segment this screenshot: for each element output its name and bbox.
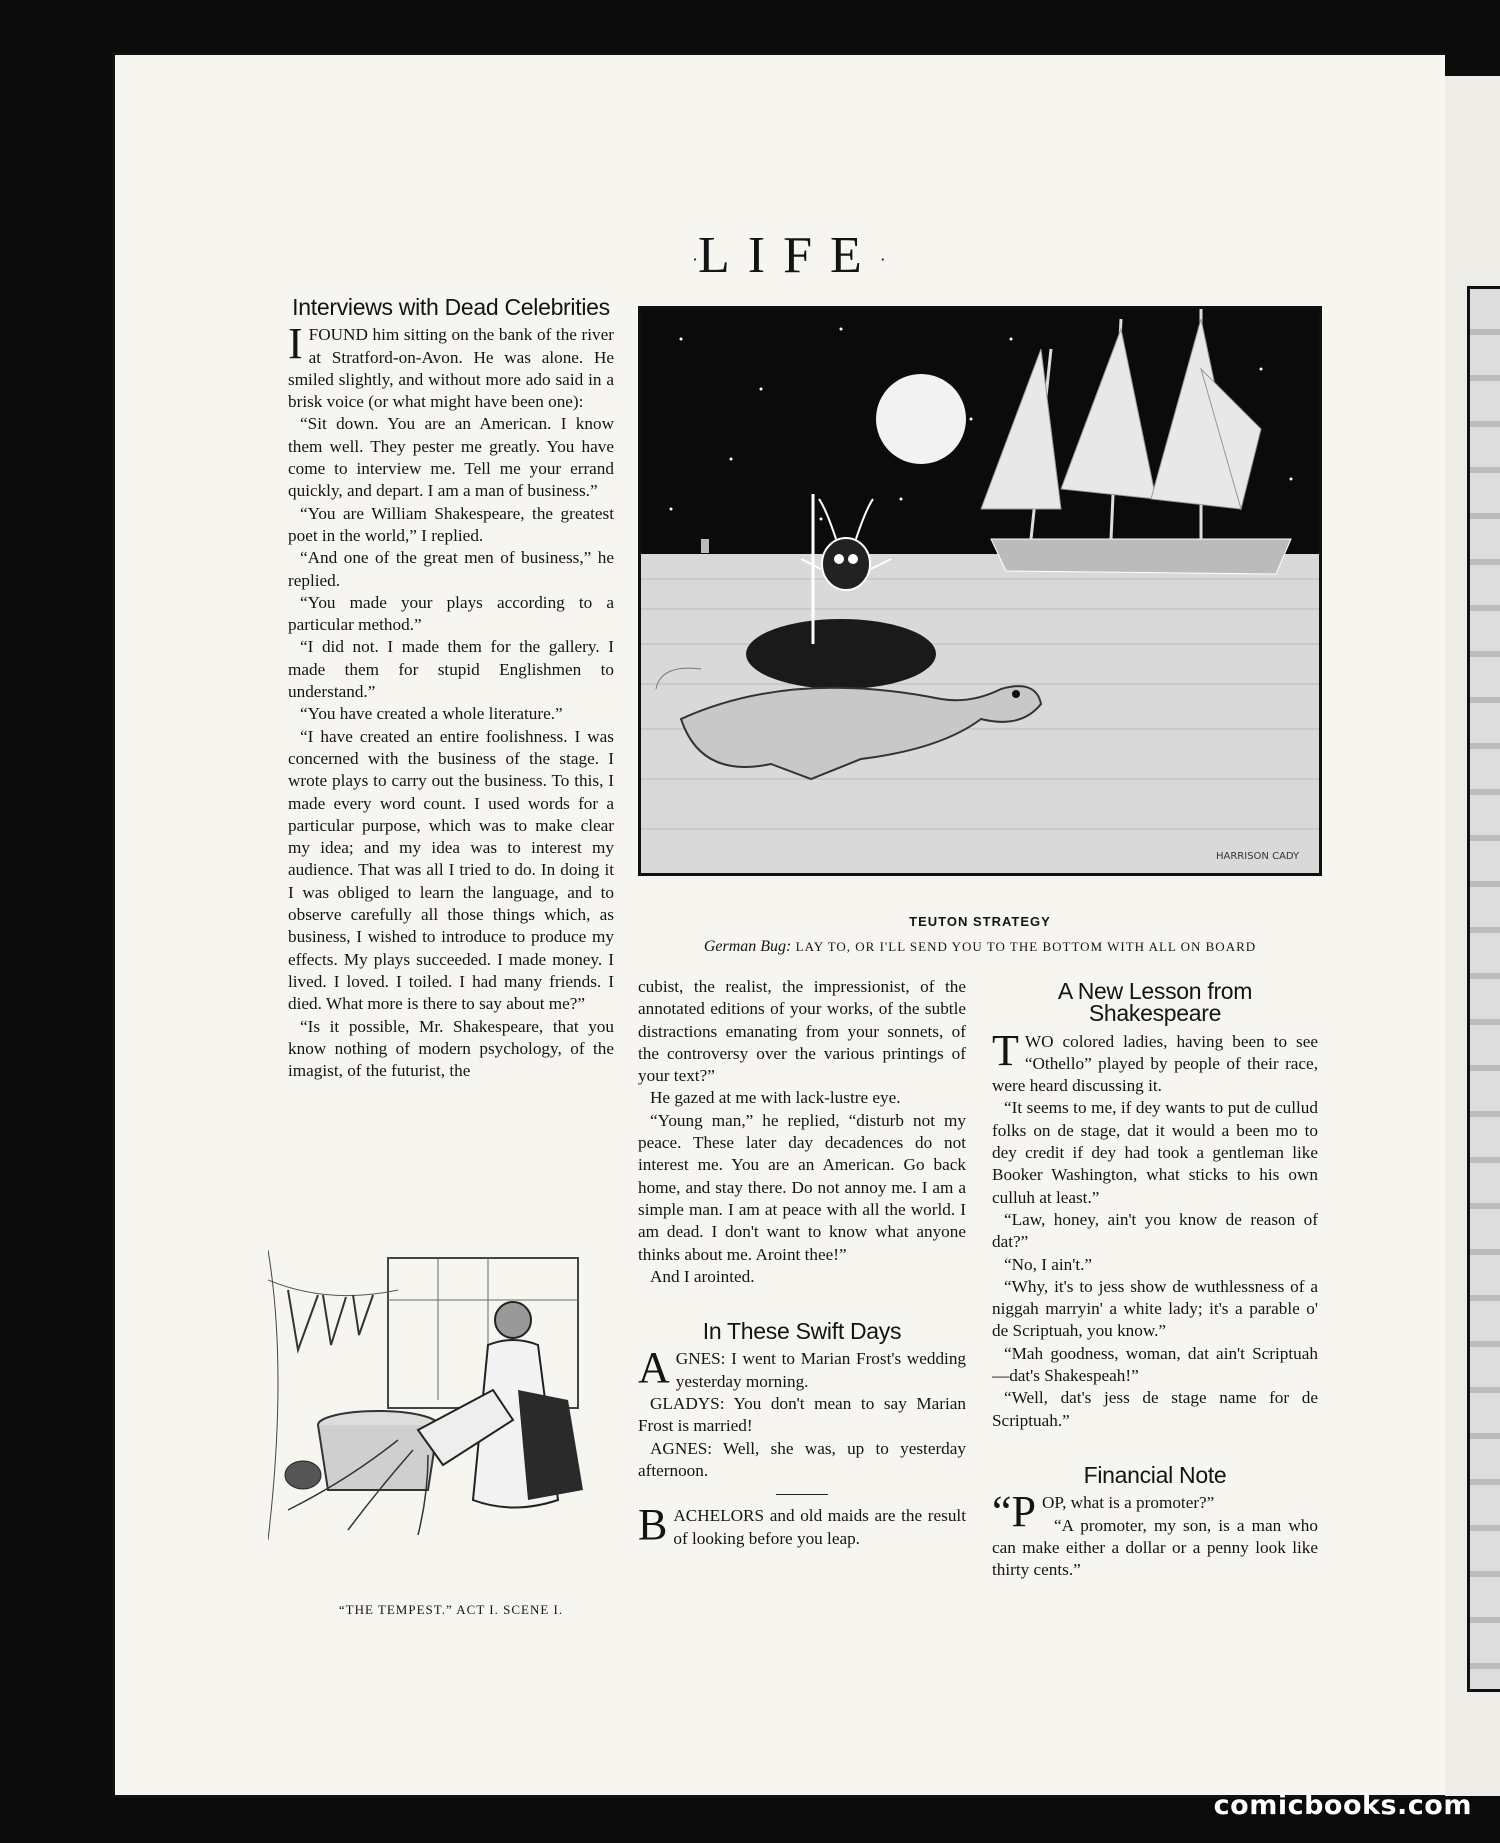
lesson-paragraph: “No, I ain't.”	[1004, 1254, 1093, 1274]
lesson-paragraph: “Well, dat's jess de stage name for de Scriptuah.”	[992, 1388, 1318, 1430]
masthead: ·LIFE·	[692, 227, 886, 284]
lesson-column	[992, 980, 1318, 1581]
lesson-paragraph: “It seems to me, if dey wants to put de cullud folks on de stage, dat it would a been mo to dey credit if dey had took a gentleman like Booker Washington, what sticks to his own culluh at least.”	[992, 1098, 1318, 1207]
cartoon-title: TEUTON STRATEGY	[909, 914, 1051, 929]
teuton-strategy-cartoon	[638, 306, 1322, 876]
cartoon-signature: HARRISON CADY	[1216, 851, 1300, 862]
lesson-paragraph: “Why, it's to jess show de wuthlessness of a niggah marryin' a white lady; it's a parable o' de Scriptuah, you know.”	[992, 1276, 1318, 1341]
financial-paragraph: “A promoter, my son, is a man who can make either a dollar or a penny look like thirty cents.”	[992, 1515, 1318, 1580]
interviews-paragraph: “You are William Shakespeare, the greatest poet in the world,” I replied.	[288, 503, 614, 545]
interviews-paragraph: “I have created an entire foolishness. I was concerned with the business of the stage. I wrote plays to carry out the business. To this, I made every word count. I used words for a particular purpose, which was to make clear my idea; and my idea was to interest my audience. That was all I tried to do. In doing it I was obliged to learn the language, and to observe carefully all those things which, as business, I wished to introduce to produce my effects. My plays succeeded. I made money. I lived. I loved. I toiled. I had many friends. I died. What more is there to say about me?”	[288, 726, 614, 1014]
interviews-paragraph: “Is it possible, Mr. Shakespeare, that you know nothing of modern psychology, of the imagist, of the futurist, the	[288, 1016, 614, 1081]
tempest-caption: “THE TEMPEST.” ACT I. SCENE I.	[338, 1602, 564, 1617]
cartoon-speaker: German Bug:	[703, 938, 792, 955]
interviews-paragraph: “And one of the great men of business,” he replied.	[288, 548, 614, 590]
financial-heading: Financial Note	[1083, 1461, 1227, 1488]
interviews-paragraph: “You have created a whole literature.”	[300, 704, 563, 724]
swift-heading: In These Swift Days	[702, 1318, 902, 1345]
lesson-paragraph: “Mah goodness, woman, dat ain't Scriptuah—dat's Shakespeah!”	[992, 1343, 1318, 1386]
watermark: comicbooks.com	[1213, 1790, 1472, 1821]
swift-line: AGNES: I went to Marian Frost's wedding yesterday morning.	[638, 1343, 967, 1393]
lesson-paragraph: TWO colored ladies, having been to see “Othello” played by people of their race, were heard discussing it.	[992, 1025, 1318, 1096]
continued-column	[638, 976, 966, 1550]
bachelors-paragraph: BACHELORS and old maids are the result of looking before you leap.	[638, 1500, 966, 1550]
lesson-heading: A New Lesson from Shakespeare	[1057, 978, 1253, 1027]
interviews-continued-paragraph: And I arointed.	[650, 1266, 755, 1286]
interviews-paragraph: “Sit down. You are an American. I know them well. They pester me greatly. You have come to interview me. Tell me your errand quickly, and depart. I am a man of business.”	[288, 414, 614, 501]
interviews-continued-paragraph: cubist, the realist, the impressionist, of the annotated editions of your works, of the subtle distractions emanating from your sonnets, of the controversy over the various printings of your text?”	[638, 977, 966, 1086]
cartoon-caption	[640, 938, 1320, 956]
adjacent-page-illustration	[1467, 286, 1500, 1692]
interviews-paragraph: “I did not. I made them for the gallery. I made them for stupid Englishmen to understand.”	[288, 637, 614, 702]
interviews-paragraph: “You made your plays according to a particular method.”	[288, 592, 614, 635]
interviews-continued-paragraph: He gazed at me with lack-lustre eye.	[650, 1088, 901, 1108]
interviews-paragraph: IFOUND him sitting on the bank of the river at Stratford-on-Avon. He was alone. He smiled slightly, and without more ado said in a brisk voice (or what might have been one):	[288, 319, 614, 412]
swift-line: AGNES: Well, she was, up to yesterday afternoon.	[638, 1438, 966, 1480]
interviews-heading: Interviews with Dead Celebrities	[292, 294, 610, 320]
interviews-column	[288, 296, 614, 1082]
interviews-continued-paragraph: “Young man,” he replied, “disturb not my peace. These later day decadences do not interest me. You are an American. Go back home, and stay there. Do not annoy me. I am a simple man. I am at peace with all the world. I am dead. I don't want to know what anyone thinks about me. Aroint thee!”	[638, 1110, 966, 1264]
tempest-illustration	[268, 1250, 598, 1540]
dropcap: I	[288, 319, 303, 369]
adjacent-page-edge	[1442, 76, 1500, 1796]
lesson-paragraph: “Law, honey, ain't you know de reason of dat?”	[992, 1209, 1318, 1252]
financial-paragraph: “POP, what is a promoter?”	[992, 1487, 1215, 1537]
divider	[776, 1494, 828, 1495]
swift-line: GLADYS: You don't mean to say Marian Frost is married!	[638, 1394, 966, 1436]
cartoon-line: LAY TO, OR I'LL SEND YOU TO THE BOTTOM WITH ALL ON BOARD	[795, 939, 1257, 954]
